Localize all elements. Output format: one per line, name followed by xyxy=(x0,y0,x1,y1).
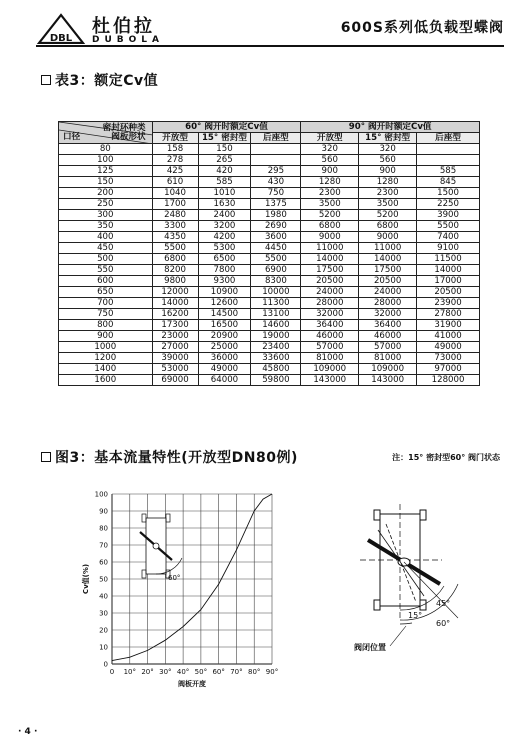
cv-value-cell: 5500 xyxy=(417,221,480,232)
cv-value-cell: 1280 xyxy=(359,177,417,188)
table-header-row xyxy=(59,122,480,133)
cv-value-cell: 23400 xyxy=(251,342,301,353)
cv-value-cell: 23900 xyxy=(417,298,480,309)
cv-value-cell: 73000 xyxy=(417,353,480,364)
corner-label-seal: 密封环种类 xyxy=(102,123,146,133)
cv-value-cell: 8200 xyxy=(152,265,198,276)
y-tick-label: 100 xyxy=(94,490,108,499)
cv-value-cell: 28000 xyxy=(301,298,359,309)
size-cell: 100 xyxy=(59,155,153,166)
size-cell: 550 xyxy=(59,265,153,276)
cv-value-cell: 109000 xyxy=(301,364,359,375)
cv-value-cell: 1375 xyxy=(251,199,301,210)
cv-value-cell: 24000 xyxy=(359,287,417,298)
size-cell: 300 xyxy=(59,210,153,221)
cv-value-cell: 25000 xyxy=(198,342,251,353)
group-header-90: 90° 阀开时额定Cv值 xyxy=(301,122,480,133)
table-row xyxy=(59,364,480,375)
cv-value-cell: 9100 xyxy=(417,243,480,254)
cv-value-cell: 17300 xyxy=(152,320,198,331)
cv-value-cell: 11000 xyxy=(301,243,359,254)
cv-value-cell: 295 xyxy=(251,166,301,177)
table-row xyxy=(59,265,480,276)
inset-flange xyxy=(166,514,170,522)
cv-value-cell: 12600 xyxy=(198,298,251,309)
cv-value-cell: 900 xyxy=(301,166,359,177)
corner-label-disc: 阀板形状 xyxy=(111,132,146,142)
table-row xyxy=(59,320,480,331)
table-row xyxy=(59,375,480,386)
y-tick-label: 30 xyxy=(99,609,108,618)
size-cell: 125 xyxy=(59,166,153,177)
cv-value-cell: 45800 xyxy=(251,364,301,375)
cv-value-cell: 19000 xyxy=(251,331,301,342)
cv-value-cell: 14000 xyxy=(152,298,198,309)
dubola-logo xyxy=(36,12,86,44)
cv-value-cell: 6800 xyxy=(359,221,417,232)
page-number: · 4 · xyxy=(18,727,38,737)
cv-value-cell: 57000 xyxy=(359,342,417,353)
angle-label-15: 15° xyxy=(408,611,423,620)
cv-value-cell: 14500 xyxy=(198,309,251,320)
cv-value-cell: 4450 xyxy=(251,243,301,254)
cv-value-cell: 97000 xyxy=(417,364,480,375)
flow-curve-line xyxy=(112,494,272,661)
closed-position-label: 阀闭位置 xyxy=(354,643,386,652)
cv-value-cell: 17500 xyxy=(301,265,359,276)
y-tick-label: 40 xyxy=(99,592,108,601)
corner-header-cell xyxy=(59,122,153,144)
header-divider xyxy=(36,45,504,47)
cv-value-cell: 57000 xyxy=(301,342,359,353)
cv-value-cell: 81000 xyxy=(301,353,359,364)
cv-value-cell xyxy=(251,144,301,155)
cv-value-cell: 1280 xyxy=(301,177,359,188)
table-row xyxy=(59,199,480,210)
cv-value-cell: 14600 xyxy=(251,320,301,331)
cv-value-cell: 3200 xyxy=(198,221,251,232)
cv-value-cell: 28000 xyxy=(359,298,417,309)
cv-value-cell: 4350 xyxy=(152,232,198,243)
cv-value-cell: 2400 xyxy=(198,210,251,221)
cv-value-cell: 27000 xyxy=(152,342,198,353)
page-title: 600S系列低负载型蝶阀 xyxy=(340,20,504,36)
table-section-title: 表3：额定Cv值 xyxy=(41,70,158,90)
cv-value-cell: 265 xyxy=(198,155,251,166)
cv-value-cell: 560 xyxy=(301,155,359,166)
size-cell: 900 xyxy=(59,331,153,342)
x-tick-label: 0 xyxy=(109,668,115,676)
cv-value-cell xyxy=(417,144,480,155)
cv-value-cell: 5200 xyxy=(359,210,417,221)
valve-angle-diagram xyxy=(350,500,500,660)
cv-value-cell: 5300 xyxy=(198,243,251,254)
cv-value-cell: 320 xyxy=(301,144,359,155)
cv-value-cell: 3300 xyxy=(152,221,198,232)
size-cell: 80 xyxy=(59,144,153,155)
y-tick-label: 0 xyxy=(103,660,108,669)
cv-value-cell: 14000 xyxy=(417,265,480,276)
cv-value-cell: 560 xyxy=(359,155,417,166)
cv-value-cell: 69000 xyxy=(152,375,198,386)
cv-value-cell: 20500 xyxy=(359,276,417,287)
table-row xyxy=(59,221,480,232)
cv-value-cell: 27800 xyxy=(417,309,480,320)
x-tick-label: 10° xyxy=(123,668,136,676)
cv-value-cell: 585 xyxy=(417,166,480,177)
cv-value-cell: 20900 xyxy=(198,331,251,342)
size-cell: 1200 xyxy=(59,353,153,364)
cv-value-cell: 8300 xyxy=(251,276,301,287)
cv-value-cell: 2300 xyxy=(359,188,417,199)
y-axis-label: Cv值(%) xyxy=(82,563,90,595)
table-row xyxy=(59,155,480,166)
page-header xyxy=(0,0,530,50)
x-tick-label: 80° xyxy=(248,668,261,676)
checkbox-square-icon xyxy=(41,75,51,85)
cv-value-cell: 32000 xyxy=(301,309,359,320)
checkbox-square-icon xyxy=(41,452,51,462)
cv-value-cell: 7800 xyxy=(198,265,251,276)
x-tick-label: 70° xyxy=(230,668,243,676)
cv-value-cell: 1040 xyxy=(152,188,198,199)
size-cell: 750 xyxy=(59,309,153,320)
subheader-cell: 后座型 xyxy=(251,133,301,144)
cv-value-cell: 2250 xyxy=(417,199,480,210)
cv-value-cell: 2480 xyxy=(152,210,198,221)
size-cell: 350 xyxy=(59,221,153,232)
flow-characteristic-chart xyxy=(80,482,290,692)
y-tick-label: 20 xyxy=(99,626,108,635)
cv-value-cell: 11300 xyxy=(251,298,301,309)
cv-value-cell: 1500 xyxy=(417,188,480,199)
size-cell: 700 xyxy=(59,298,153,309)
cv-value-cell: 33600 xyxy=(251,353,301,364)
cv-value-cell: 53000 xyxy=(152,364,198,375)
table-row xyxy=(59,276,480,287)
cv-value-cell: 6800 xyxy=(152,254,198,265)
cv-value-cell: 7400 xyxy=(417,232,480,243)
cv-value-cell: 9000 xyxy=(301,232,359,243)
cv-value-cell: 1630 xyxy=(198,199,251,210)
table-row xyxy=(59,243,480,254)
corner-label-size: 口径 xyxy=(63,132,81,142)
cv-value-cell: 23000 xyxy=(152,331,198,342)
size-cell: 150 xyxy=(59,177,153,188)
cv-value-cell: 143000 xyxy=(359,375,417,386)
y-tick-label: 60 xyxy=(99,558,108,567)
size-cell: 250 xyxy=(59,199,153,210)
cv-value-cell: 2300 xyxy=(301,188,359,199)
valve-disc xyxy=(368,524,440,602)
size-cell: 600 xyxy=(59,276,153,287)
cv-value-cell: 425 xyxy=(152,166,198,177)
cv-value-cell: 1010 xyxy=(198,188,251,199)
cv-value-cell: 24000 xyxy=(301,287,359,298)
size-cell: 400 xyxy=(59,232,153,243)
cv-value-cell: 36000 xyxy=(198,353,251,364)
x-axis-label: 阀板开度 xyxy=(178,680,206,688)
group-header-60: 60° 阀开时额定Cv值 xyxy=(152,122,301,133)
cv-value-cell: 11000 xyxy=(359,243,417,254)
cv-value-cell: 3600 xyxy=(251,232,301,243)
y-tick-label: 10 xyxy=(99,643,108,652)
cv-value-cell: 109000 xyxy=(359,364,417,375)
y-tick-label: 90 xyxy=(99,507,108,516)
x-tick-label: 50° xyxy=(194,668,208,676)
subheader-cell: 15° 密封型 xyxy=(359,133,417,144)
cv-value-cell: 10900 xyxy=(198,287,251,298)
size-cell: 450 xyxy=(59,243,153,254)
table-row xyxy=(59,188,480,199)
subheader-cell: 15° 密封型 xyxy=(198,133,251,144)
logo-text: DBL xyxy=(49,33,73,44)
subheader-cell: 开放型 xyxy=(301,133,359,144)
cv-value-cell: 750 xyxy=(251,188,301,199)
x-tick-label: 40° xyxy=(176,668,190,676)
cv-value-cell: 81000 xyxy=(359,353,417,364)
cv-value-cell: 6500 xyxy=(198,254,251,265)
cv-value-cell: 41000 xyxy=(417,331,480,342)
inset-flange xyxy=(142,514,146,522)
table-row xyxy=(59,254,480,265)
cv-value-cell: 5500 xyxy=(251,254,301,265)
subheader-cell: 开放型 xyxy=(152,133,198,144)
table-row xyxy=(59,342,480,353)
brand-name-cn: 杜伯拉 xyxy=(92,16,155,37)
cv-value-cell: 585 xyxy=(198,177,251,188)
figure-section-title: 图3：基本流量特性(开放型DN80例) xyxy=(41,447,298,467)
table-row xyxy=(59,298,480,309)
cv-value-cell xyxy=(251,155,301,166)
cv-table xyxy=(58,121,480,386)
cv-value-cell: 49000 xyxy=(198,364,251,375)
x-tick-label: 60° xyxy=(212,668,225,676)
cv-value-cell: 64000 xyxy=(198,375,251,386)
y-tick-label: 50 xyxy=(99,575,108,584)
cv-value-cell: 1980 xyxy=(251,210,301,221)
cv-value-cell xyxy=(417,155,480,166)
y-tick-label: 80 xyxy=(99,524,108,533)
table-row xyxy=(59,232,480,243)
cv-value-cell: 59800 xyxy=(251,375,301,386)
cv-value-cell: 2690 xyxy=(251,221,301,232)
cv-value-cell: 46000 xyxy=(301,331,359,342)
cv-value-cell: 6900 xyxy=(251,265,301,276)
y-tick-label: 70 xyxy=(99,541,108,550)
table-row xyxy=(59,210,480,221)
cv-value-cell: 158 xyxy=(152,144,198,155)
cv-value-cell: 610 xyxy=(152,177,198,188)
size-cell: 500 xyxy=(59,254,153,265)
table-row xyxy=(59,353,480,364)
cv-value-cell: 3500 xyxy=(301,199,359,210)
cv-value-cell: 1700 xyxy=(152,199,198,210)
table-row xyxy=(59,287,480,298)
cv-value-cell: 3900 xyxy=(417,210,480,221)
cv-value-cell: 14000 xyxy=(301,254,359,265)
cv-value-cell: 320 xyxy=(359,144,417,155)
cv-value-cell: 16500 xyxy=(198,320,251,331)
cv-value-cell: 420 xyxy=(198,166,251,177)
cv-value-cell: 12000 xyxy=(152,287,198,298)
x-tick-label: 20° xyxy=(141,668,154,676)
size-cell: 1600 xyxy=(59,375,153,386)
cv-value-cell: 20500 xyxy=(417,287,480,298)
figure-note: 注：15° 密封型60° 阀门状态 xyxy=(392,453,500,462)
cv-value-cell: 32000 xyxy=(359,309,417,320)
size-cell: 650 xyxy=(59,287,153,298)
cv-value-cell: 16200 xyxy=(152,309,198,320)
brand-name-en: DUBOLA xyxy=(92,35,164,45)
cv-value-cell: 143000 xyxy=(301,375,359,386)
cv-value-cell: 5500 xyxy=(152,243,198,254)
cv-value-cell: 36400 xyxy=(301,320,359,331)
cv-value-cell: 17000 xyxy=(417,276,480,287)
size-cell: 1000 xyxy=(59,342,153,353)
cv-value-cell: 430 xyxy=(251,177,301,188)
cv-value-cell: 11500 xyxy=(417,254,480,265)
cv-value-cell: 278 xyxy=(152,155,198,166)
size-cell: 1400 xyxy=(59,364,153,375)
cv-value-cell: 4200 xyxy=(198,232,251,243)
cv-value-cell: 150 xyxy=(198,144,251,155)
cv-value-cell: 9800 xyxy=(152,276,198,287)
cv-value-cell: 31900 xyxy=(417,320,480,331)
cv-value-cell: 46000 xyxy=(359,331,417,342)
cv-value-cell: 36400 xyxy=(359,320,417,331)
cv-value-cell: 3500 xyxy=(359,199,417,210)
cv-value-cell: 5200 xyxy=(301,210,359,221)
angle-label-45: 45° xyxy=(436,599,451,608)
cv-value-cell: 49000 xyxy=(417,342,480,353)
cv-value-cell: 39000 xyxy=(152,353,198,364)
angle-label-60: 60° xyxy=(436,619,451,628)
cv-value-cell: 128000 xyxy=(417,375,480,386)
cv-value-cell: 10000 xyxy=(251,287,301,298)
table-row xyxy=(59,144,480,155)
inset-flange xyxy=(142,570,146,578)
cv-value-cell: 9300 xyxy=(198,276,251,287)
inset-disc-hub xyxy=(153,543,159,549)
table-row xyxy=(59,166,480,177)
cv-value-cell: 17500 xyxy=(359,265,417,276)
cv-value-cell: 14000 xyxy=(359,254,417,265)
x-tick-label: 30° xyxy=(159,668,172,676)
cv-value-cell: 900 xyxy=(359,166,417,177)
cv-value-cell: 6800 xyxy=(301,221,359,232)
cv-value-cell: 20500 xyxy=(301,276,359,287)
cv-value-cell: 13100 xyxy=(251,309,301,320)
table-row xyxy=(59,309,480,320)
size-cell: 800 xyxy=(59,320,153,331)
table-row xyxy=(59,177,480,188)
subheader-cell: 后座型 xyxy=(417,133,480,144)
inset-angle-label: 60° xyxy=(168,574,181,582)
table-body xyxy=(59,144,480,386)
size-cell: 200 xyxy=(59,188,153,199)
table-row xyxy=(59,331,480,342)
cv-value-cell: 845 xyxy=(417,177,480,188)
x-tick-label: 90° xyxy=(265,668,279,676)
cv-value-cell: 9000 xyxy=(359,232,417,243)
